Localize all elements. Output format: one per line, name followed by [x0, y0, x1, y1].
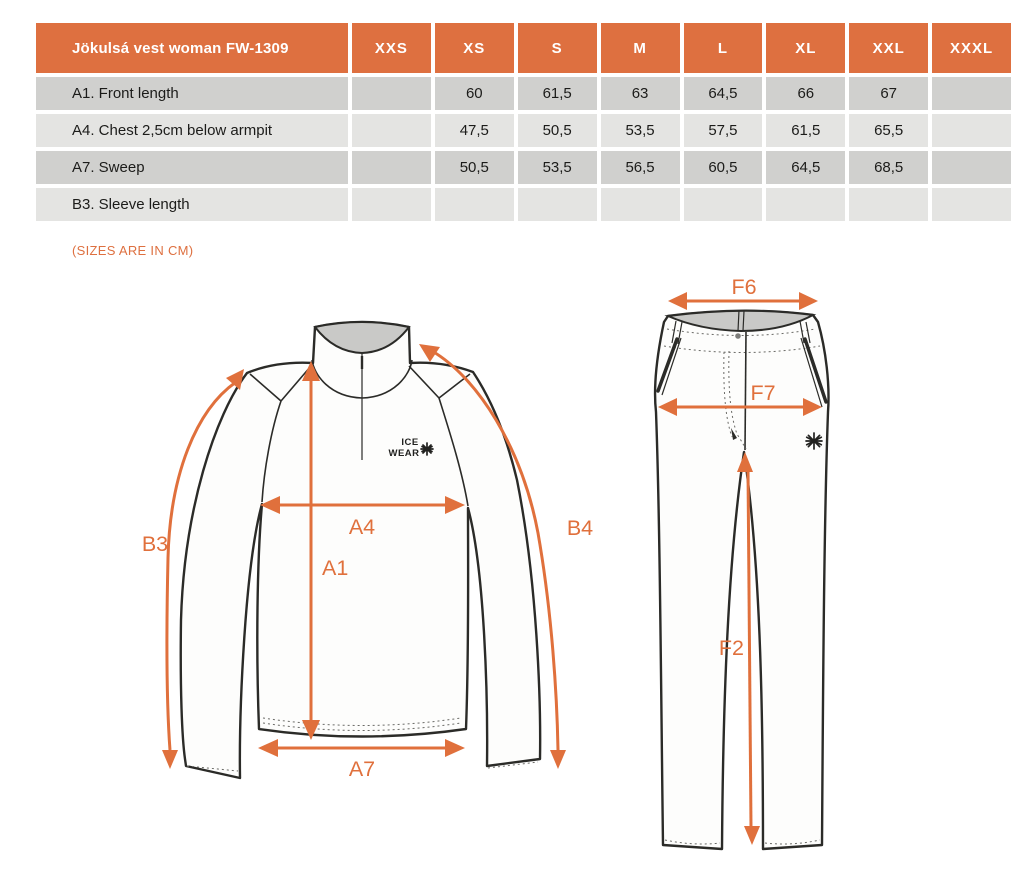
row-label: A7. Sweep	[36, 151, 348, 184]
row-label: A1. Front length	[36, 77, 348, 110]
table-cell	[518, 188, 597, 221]
table-cell: 60	[435, 77, 514, 110]
table-cell: 63	[601, 77, 680, 110]
size-column-header: S	[518, 23, 597, 73]
waist-button	[735, 333, 741, 339]
table-title: Jökulsá vest woman FW-1309	[36, 23, 348, 73]
size-column-header: M	[601, 23, 680, 73]
table-cell	[932, 77, 1011, 110]
table-cell: 56,5	[601, 151, 680, 184]
measure-f6	[668, 275, 818, 310]
table-cell: 61,5	[766, 114, 845, 147]
table-cell: 50,5	[435, 151, 514, 184]
table-cell	[352, 77, 431, 110]
table-cell: 57,5	[684, 114, 763, 147]
snowflake-icon	[421, 443, 433, 455]
measure-label-f2: F2	[718, 636, 744, 660]
table-cell	[766, 188, 845, 221]
measure-label-a7: A7	[348, 757, 376, 781]
size-column-header: XXL	[849, 23, 928, 73]
fly-seam	[745, 332, 746, 450]
row-label: A4. Chest 2,5cm below armpit	[36, 114, 348, 147]
table-cell: 60,5	[684, 151, 763, 184]
table-cell: 65,5	[849, 114, 928, 147]
table-cell	[352, 114, 431, 147]
table-cell	[435, 188, 514, 221]
measure-a7	[258, 739, 465, 781]
table-cell	[601, 188, 680, 221]
snowflake-icon	[806, 433, 822, 449]
logo-text-bottom: WEAR	[388, 448, 420, 459]
table-cell: 66	[766, 77, 845, 110]
measure-label-b4: B4	[566, 516, 594, 540]
size-table	[36, 23, 1011, 221]
size-column-header: L	[684, 23, 763, 73]
table-cell	[352, 151, 431, 184]
table-cell	[684, 188, 763, 221]
pants-outline	[655, 311, 828, 849]
table-cell: 47,5	[435, 114, 514, 147]
table-cell: 61,5	[518, 77, 597, 110]
size-column-header: XXXL	[932, 23, 1011, 73]
pants-diagram	[640, 275, 890, 875]
table-cell: 50,5	[518, 114, 597, 147]
table-cell: 67	[849, 77, 928, 110]
row-label: B3. Sleeve length	[36, 188, 348, 221]
size-column-header: XXS	[352, 23, 431, 73]
table-cell	[352, 188, 431, 221]
top-outline	[181, 322, 540, 778]
measure-label-a1: A1	[322, 556, 349, 580]
measure-label-b3: B3	[141, 532, 169, 556]
table-cell: 64,5	[766, 151, 845, 184]
measure-label-f7: F7	[750, 381, 776, 405]
size-column-header: XS	[435, 23, 514, 73]
table-cell: 53,5	[601, 114, 680, 147]
table-cell: 64,5	[684, 77, 763, 110]
table-cell	[849, 188, 928, 221]
table-cell	[932, 151, 1011, 184]
top-diagram	[130, 293, 650, 808]
units-note: (SIZES ARE IN CM)	[72, 243, 194, 258]
table-cell: 68,5	[849, 151, 928, 184]
table-cell	[932, 188, 1011, 221]
table-cell: 53,5	[518, 151, 597, 184]
logo-text-top: ICE	[401, 437, 419, 448]
size-column-header: XL	[766, 23, 845, 73]
table-cell	[932, 114, 1011, 147]
measure-label-f6: F6	[731, 275, 757, 299]
measure-label-a4: A4	[348, 515, 376, 539]
